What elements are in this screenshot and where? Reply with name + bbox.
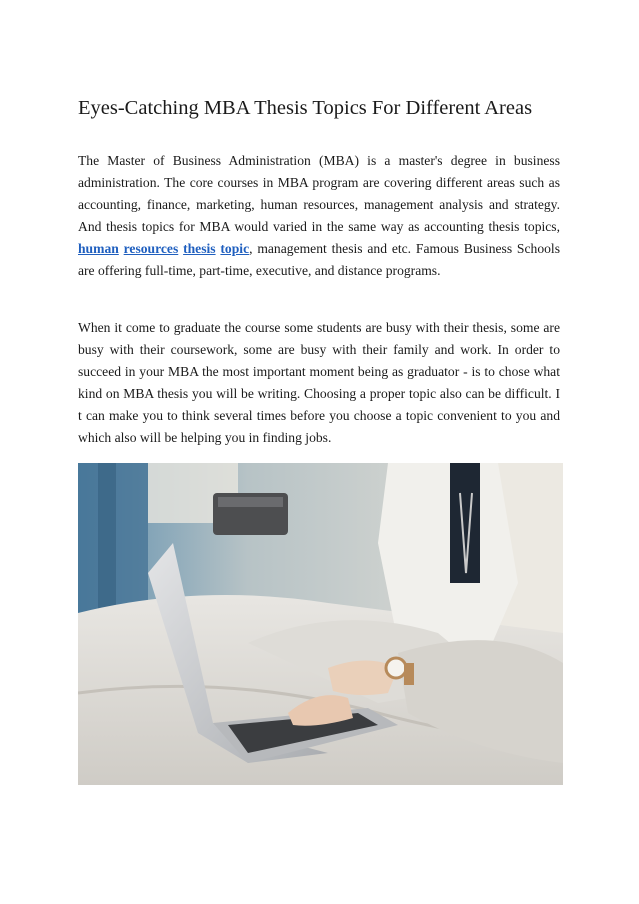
link-thesis[interactable]: thesis (183, 241, 216, 256)
paragraph-intro-text-end: , management thesis and etc. Famous Business Schools are offering full-time, part-time, executive, and distance programs. (78, 241, 560, 278)
paragraph-intro (78, 150, 560, 282)
link-resources[interactable]: resources (123, 241, 179, 256)
link-topic[interactable]: topic (220, 241, 250, 256)
link-human[interactable]: human (78, 241, 119, 256)
document-title: Eyes-Catching MBA Thesis Topics For Different Areas (78, 97, 533, 119)
paragraph-graduation: When it come to graduate the course some students are busy with their thesis, some are busy with their coursework, some are busy with their family and work. In order to succeed in your MBA the most important moment being as graduator - is to chose what kind on MBA thesis you will be writing. Choosing a proper topic also can be difficult. I t can make you to think several times before you choose a topic convenient to you and which also will be helping you in finding jobs. (78, 320, 560, 445)
photo-illustration (78, 463, 563, 785)
person-typing-on-laptop-photo (78, 463, 563, 785)
paragraph-intro-text-start: The Master of Business Administration (MBA) is a master's degree in business administration. The core courses in MBA program are covering different areas such as accounting, finance, marketing, human resources, management analysis and strategy. And thesis topics for MBA would varied in the same way as accounting thesis topics, (78, 153, 560, 234)
